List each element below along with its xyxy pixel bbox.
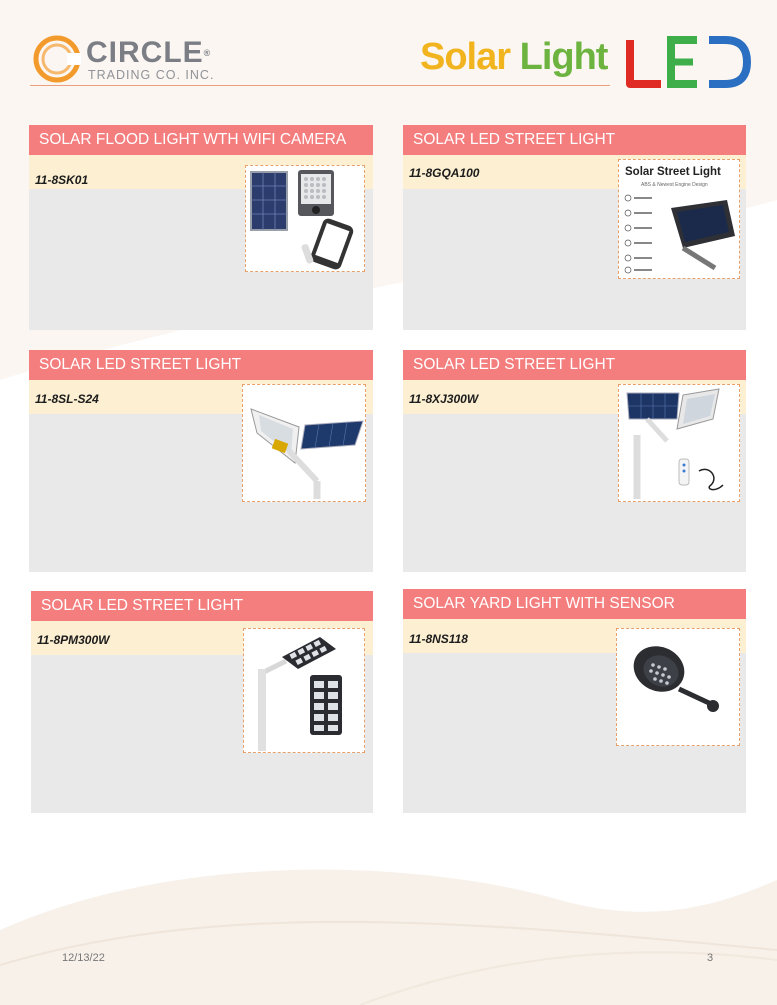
product-photo-street-light xyxy=(618,159,740,279)
card-title: SOLAR LED STREET LIGHT xyxy=(403,350,746,380)
page-number: 3 xyxy=(707,952,714,964)
product-code: 11-8XJ300W xyxy=(409,392,479,406)
product-photo-flood-light xyxy=(245,165,365,272)
product-code: 11-8SL-S24 xyxy=(35,392,99,406)
street-light-image xyxy=(244,629,364,752)
photo-title: Solar Street Light xyxy=(625,166,721,178)
product-card-11-8xj300w xyxy=(403,350,746,572)
product-card-11-8pm300w xyxy=(31,591,373,813)
product-card-11-8sl-s24 xyxy=(29,350,373,572)
card-title: SOLAR LED STREET LIGHT xyxy=(403,125,746,155)
product-photo-street-light xyxy=(242,384,366,502)
photo-subtitle: ABS & Newest Engine Design xyxy=(641,182,708,188)
company-name: CIRCLE® xyxy=(86,36,211,69)
card-title: SOLAR FLOOD LIGHT WTH WIFI CAMERA xyxy=(29,125,373,155)
product-photo-street-light xyxy=(243,628,365,753)
footer-date: 12/13/22 xyxy=(62,952,105,964)
street-light-image xyxy=(619,160,739,278)
street-light-image xyxy=(619,385,739,501)
product-card-11-8sk01 xyxy=(29,125,373,330)
street-light-image xyxy=(243,385,365,501)
page-header xyxy=(0,0,777,100)
card-title: SOLAR LED STREET LIGHT xyxy=(31,591,373,621)
product-code: 11-8SK01 xyxy=(35,173,89,187)
product-card-11-8gqa100 xyxy=(403,125,746,330)
product-card-11-8ns118 xyxy=(403,589,746,813)
card-title: SOLAR YARD LIGHT WITH SENSOR xyxy=(403,589,746,619)
led-logo-icon xyxy=(625,36,751,88)
product-code: 11-8NS118 xyxy=(409,632,468,646)
header-divider xyxy=(30,85,610,86)
product-photo-street-light xyxy=(618,384,740,502)
circle-logo-icon xyxy=(33,35,81,83)
product-photo-yard-light xyxy=(616,628,740,746)
yard-light-image xyxy=(617,629,739,745)
product-code: 11-8PM300W xyxy=(37,633,110,647)
flood-light-image xyxy=(246,166,364,271)
solar-light-logo: Solar Light xyxy=(420,36,608,78)
company-subtitle: TRADING CO. INC. xyxy=(88,68,215,82)
product-code: 11-8GQA100 xyxy=(409,166,480,180)
card-title: SOLAR LED STREET LIGHT xyxy=(29,350,373,380)
